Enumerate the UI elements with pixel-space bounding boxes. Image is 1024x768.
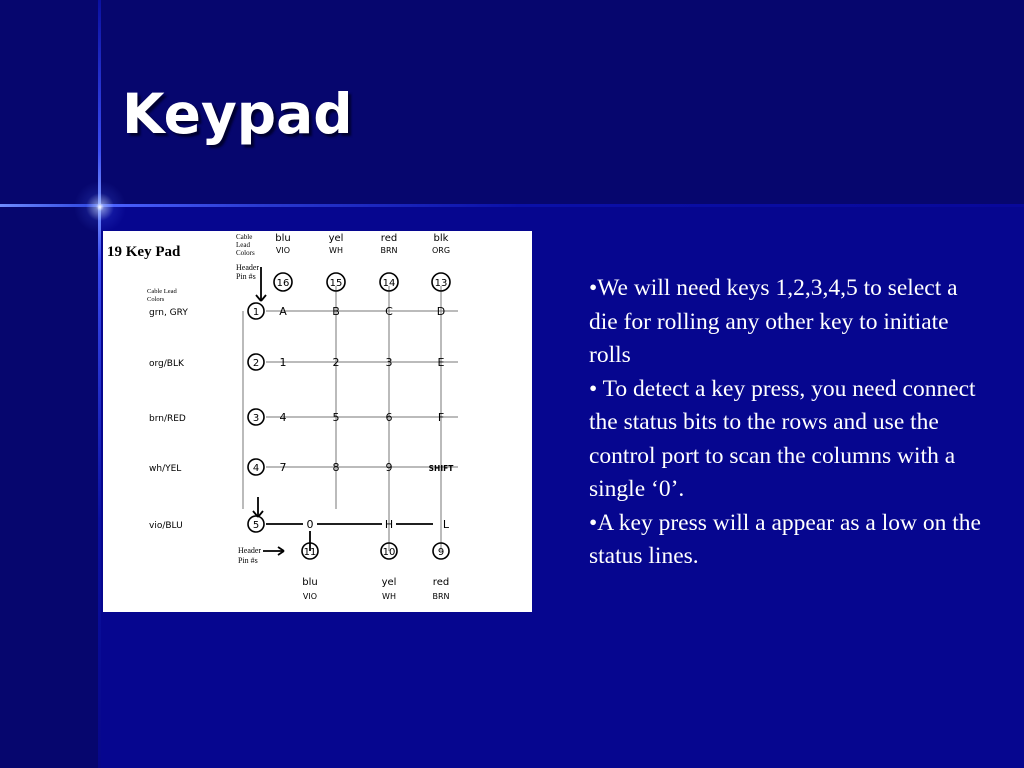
- key-label: L: [442, 518, 450, 531]
- grid-lines: [243, 286, 458, 551]
- header-pin-label: Pin #s: [236, 272, 256, 281]
- row-cable-color: grn, GRY: [149, 308, 188, 318]
- row-pin-number: 3: [252, 413, 260, 424]
- row-pin-number: 2: [252, 358, 260, 369]
- key-label: 3: [385, 356, 393, 369]
- bullet-item: •A key press will a appear as a low on the status lines.: [589, 509, 981, 569]
- cable-lead-label: Cable: [236, 233, 253, 241]
- bottom-cable-color: red: [432, 577, 450, 588]
- row-cable-color: org/BLK: [149, 359, 184, 369]
- key-label: 8: [332, 461, 340, 474]
- bottom-pin-number: 11: [303, 547, 317, 558]
- row-cable-color: brn/RED: [149, 414, 186, 424]
- key-label: 4: [279, 411, 287, 424]
- key-label: 2: [332, 356, 340, 369]
- key-label: E: [437, 356, 445, 369]
- top-pin-number: 16: [276, 278, 290, 289]
- vertical-accent-line: [98, 0, 101, 768]
- key-label: 1: [279, 356, 287, 369]
- row-pin-number: 4: [252, 463, 260, 474]
- cable-lead-label: Colors: [147, 296, 165, 303]
- top-cable-color-alt: BRN: [380, 246, 398, 255]
- bottom-cable-color-alt: BRN: [432, 592, 450, 601]
- bottom-pin-number: 9: [437, 547, 445, 558]
- bullet-list: [589, 272, 989, 574]
- row-cable-color: vio/BLU: [149, 521, 183, 531]
- top-cable-color-alt: WH: [329, 246, 343, 255]
- cable-lead-label: Cable Lead: [147, 288, 177, 295]
- keypad-schematic: [103, 231, 532, 612]
- key-label: A: [279, 305, 287, 318]
- bullet-item: •We will need keys 1,2,3,4,5 to select a die for rolling any other key to initiate rolls: [589, 275, 958, 368]
- header-pin-label: Header: [238, 546, 262, 555]
- bottom-pin-number: 10: [382, 547, 396, 558]
- diagram-heading: 19 Key Pad: [107, 244, 181, 260]
- bottom-cable-color-alt: WH: [382, 592, 396, 601]
- key-label: D: [436, 305, 446, 318]
- keypad-diagram: [103, 231, 532, 612]
- key-label: SHIFT: [428, 464, 454, 473]
- bullet-item: • To detect a key press, you need connect the status bits to the rows and use the control port to scan the columns with a single ‘0’.: [589, 375, 976, 502]
- key-label: 7: [279, 461, 287, 474]
- key-label: 6: [385, 411, 393, 424]
- bottom-cable-color: blu: [302, 577, 318, 588]
- bottom-cable-color: yel: [381, 577, 397, 588]
- key-label: C: [385, 305, 393, 318]
- row-pin-number: 1: [252, 307, 260, 318]
- sparkle-icon: [74, 181, 126, 233]
- cable-lead-label: Colors: [236, 249, 255, 257]
- top-cable-color: red: [380, 233, 398, 244]
- slide-title: Keypad: [122, 82, 353, 146]
- top-cable-color-alt: ORG: [431, 246, 451, 255]
- key-label: 0: [306, 518, 314, 531]
- row-pin-number: 5: [252, 520, 260, 531]
- top-cable-color: yel: [328, 233, 344, 244]
- left-band: [0, 206, 99, 768]
- key-label: B: [332, 305, 340, 318]
- top-cable-color: blu: [275, 233, 291, 244]
- key-label: 9: [385, 461, 393, 474]
- top-pin-number: 14: [382, 278, 396, 289]
- key-label: F: [437, 411, 445, 424]
- top-cable-color-alt: VIO: [275, 246, 291, 255]
- horizontal-accent-line: [0, 204, 1024, 207]
- cable-lead-label: Lead: [236, 241, 250, 249]
- top-cable-color: blk: [433, 233, 449, 244]
- header-pin-label: Pin #s: [238, 556, 258, 565]
- top-pin-number: 13: [434, 278, 448, 289]
- row-cable-color: wh/YEL: [149, 464, 182, 474]
- header-pin-label: Header: [236, 263, 260, 272]
- key-label: H: [384, 518, 394, 531]
- key-label: 5: [332, 411, 340, 424]
- top-pin-number: 15: [329, 278, 343, 289]
- bottom-cable-color-alt: VIO: [302, 592, 318, 601]
